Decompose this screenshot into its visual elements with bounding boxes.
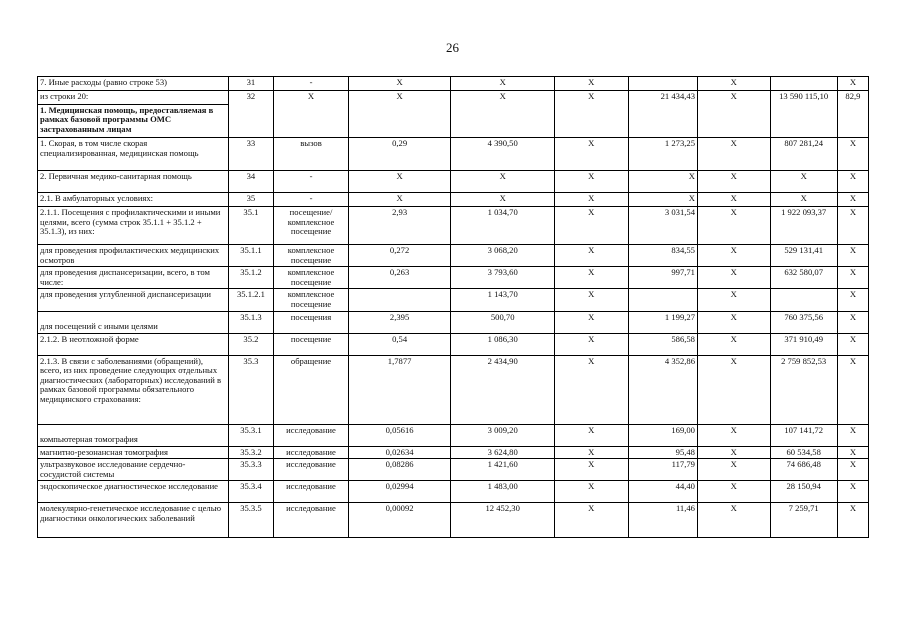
cell-col-6: Х [555,481,629,503]
cell-row-code: 35.3.1 [228,424,274,446]
cell-per-capita: 21 434,43 [628,91,697,138]
cell-total-cost: 529 131,41 [770,245,837,267]
cell-unit: исследование [274,503,349,538]
cell-col-6: Х [555,267,629,289]
cell-row-label: ультразвуковое исследование сердечно-сосудистой системы [38,459,229,481]
cell-col-8: Х [697,245,770,267]
cell-row-code: 35.1.3 [228,311,274,333]
cell-unit: комплексное посещение [274,289,349,311]
cell-volume-norm: 0,00092 [348,503,451,538]
cell-total-cost: 107 141,72 [770,424,837,446]
cell-col-6: Х [555,171,629,193]
cell-col-8: Х [697,171,770,193]
cell-col-6: Х [555,207,629,245]
cell-total-cost: 13 590 115,10 [770,91,837,138]
cell-share: Х [837,333,868,355]
cell-col-8: Х [697,91,770,138]
cell-share: Х [837,355,868,424]
cell-unit: посещение/ комплексное посещение [274,207,349,245]
cell-cost-norm: 1 086,30 [451,333,555,355]
cell-col-8: Х [697,355,770,424]
cell-volume-norm: 2,93 [348,207,451,245]
cell-share: Х [837,171,868,193]
cell-volume-norm: 0,08286 [348,459,451,481]
cell-col-8: Х [697,207,770,245]
cell-share: Х [837,289,868,311]
cell-row-code: 35.2 [228,333,274,355]
cell-row-label: 2.1.1. Посещения с профилактическими и иными целями, всего (сумма строк 35.1.1 + 35.1.2 + 35.1.3), из них: [38,207,229,245]
cell-col-8: Х [697,311,770,333]
cell-volume-norm: 0,263 [348,267,451,289]
page-number: 26 [446,40,459,55]
cell-col-8: Х [697,333,770,355]
cell-unit: посещения [274,311,349,333]
cell-row-label: для посещений с иными целями [38,311,229,333]
cell-row-label: 2.1.3. В связи с заболеваниями (обращений), всего, из них проведение следующих отдельных диагностических (лабораторных) исследований в рамках базовой программы обязательного медицинского страхования: [38,355,229,424]
cell-total-cost: 371 910,49 [770,333,837,355]
cell-row-code: 31 [228,77,274,91]
table-row [38,207,869,245]
cell-row-label: для проведения профилактических медицинских осмотров [38,245,229,267]
table-row [38,333,869,355]
cell-cost-norm: Х [451,193,555,207]
cell-col-6: Х [555,91,629,138]
cell-volume-norm: 0,272 [348,245,451,267]
cell-volume-norm: 0,05616 [348,424,451,446]
cell-per-capita: Х [628,193,697,207]
cell-unit: - [274,171,349,193]
cell-row-code: 35.3.4 [228,481,274,503]
cell-col-8: Х [697,267,770,289]
cell-per-capita: Х [628,171,697,193]
cell-col-8: Х [697,503,770,538]
cell-row-code: 32 [228,91,274,138]
cell-share: Х [837,459,868,481]
cell-col-6: Х [555,193,629,207]
cell-col-8: Х [697,289,770,311]
cell-cost-norm: 3 009,20 [451,424,555,446]
cell-volume-norm: 0,29 [348,138,451,171]
cell-volume-norm: 0,54 [348,333,451,355]
cell-col-6: Х [555,77,629,91]
cell-col-6: Х [555,311,629,333]
cell-total-cost: 74 686,48 [770,459,837,481]
cell-unit: комплексное посещение [274,245,349,267]
cell-unit: исследование [274,446,349,459]
cell-row-label: компьютерная томография [38,424,229,446]
cell-unit: исследование [274,481,349,503]
cell-row-code: 33 [228,138,274,171]
cell-share: Х [837,481,868,503]
cell-unit: посещение [274,333,349,355]
cell-cost-norm: 1 483,00 [451,481,555,503]
cell-col-8: Х [697,193,770,207]
cell-cost-norm: 1 034,70 [451,207,555,245]
cell-col-8: Х [697,459,770,481]
cell-unit: вызов [274,138,349,171]
cell-cost-norm: 3 793,60 [451,267,555,289]
cell-per-capita: 834,55 [628,245,697,267]
cell-cost-norm: 1 143,70 [451,289,555,311]
cell-row-code: 34 [228,171,274,193]
cell-share: Х [837,424,868,446]
cell-cost-norm: 500,70 [451,311,555,333]
cell-row-code: 35.3.3 [228,459,274,481]
cell-row-label: для проведения углубленной диспансеризации [38,289,229,311]
cell-row-label: молекулярно-генетическое исследование с целью диагностики онкологических заболеваний [38,503,229,538]
table-row [38,91,869,138]
cell-total-cost: 60 534,58 [770,446,837,459]
cell-volume-norm: Х [348,171,451,193]
cell-total-cost [770,289,837,311]
cell-cost-norm: Х [451,91,555,138]
table-row [38,481,869,503]
cell-cost-norm: 1 421,60 [451,459,555,481]
cell-total-cost: 807 281,24 [770,138,837,171]
cell-col-8: Х [697,424,770,446]
cell-share: Х [837,311,868,333]
cell-total-cost: Х [770,171,837,193]
cell-row-code: 35.1.2.1 [228,289,274,311]
cell-total-cost: 1 922 093,37 [770,207,837,245]
cell-row-code: 35.3.2 [228,446,274,459]
cell-per-capita: 3 031,54 [628,207,697,245]
cell-col-6: Х [555,355,629,424]
cell-share: Х [837,77,868,91]
cell-share: Х [837,207,868,245]
cell-per-capita: 1 199,27 [628,311,697,333]
table-body [38,77,869,538]
cell-col-6: Х [555,245,629,267]
cell-total-cost: 632 580,07 [770,267,837,289]
cell-row-code: 35.1.1 [228,245,274,267]
cell-cost-norm: 12 452,30 [451,503,555,538]
cell-share: Х [837,193,868,207]
cell-per-capita: 1 273,25 [628,138,697,171]
cell-total-cost: 28 150,94 [770,481,837,503]
table-row [38,311,869,333]
cell-row-label: для проведения диспансеризации, всего, в том числе: [38,267,229,289]
cell-cost-norm: 3 624,80 [451,446,555,459]
table-row [38,77,869,91]
cell-row-label: 2.1.2. В неотложной форме [38,333,229,355]
cell-unit: - [274,193,349,207]
table-row [38,289,869,311]
table-row [38,355,869,424]
cell-cost-norm: 3 068,20 [451,245,555,267]
cell-per-capita [628,77,697,91]
table-row [38,267,869,289]
cell-row-label: 7. Иные расходы (равно строке 53) [38,77,229,91]
cell-volume-norm: 0,02994 [348,481,451,503]
cell-col-6: Х [555,446,629,459]
cell-col-6: Х [555,289,629,311]
financial-table [37,76,869,538]
cell-total-cost: 7 259,71 [770,503,837,538]
cell-col-6: Х [555,333,629,355]
cell-per-capita: 11,46 [628,503,697,538]
cell-volume-norm: 1,7877 [348,355,451,424]
cell-cost-norm: Х [451,171,555,193]
cell-col-6: Х [555,503,629,538]
cell-cost-norm: 4 390,50 [451,138,555,171]
cell-per-capita: 4 352,86 [628,355,697,424]
cell-row-code: 35.1.2 [228,267,274,289]
cell-row-label [38,91,229,138]
cell-share: Х [837,138,868,171]
cell-per-capita: 95,48 [628,446,697,459]
cell-volume-norm [348,289,451,311]
cell-col-6: Х [555,138,629,171]
cell-row-label: 2.1. В амбулаторных условиях: [38,193,229,207]
cell-per-capita [628,289,697,311]
cell-unit: исследование [274,424,349,446]
section-header-text: 1. Медицинская помощь, предоставляемая в рамках базовой программы ОМС застрахованным лицам [38,104,228,135]
table-row [38,503,869,538]
cell-unit: - [274,77,349,91]
table-row [38,446,869,459]
cell-unit: Х [274,91,349,138]
cell-share: 82,9 [837,91,868,138]
cell-col-8: Х [697,138,770,171]
cell-unit: исследование [274,459,349,481]
cell-per-capita: 44,40 [628,481,697,503]
cell-volume-norm: Х [348,77,451,91]
cell-share: Х [837,446,868,459]
cell-col-8: Х [697,446,770,459]
cell-per-capita: 169,00 [628,424,697,446]
cell-row-code: 35.3.5 [228,503,274,538]
cell-col-6: Х [555,459,629,481]
cell-row-code: 35.3 [228,355,274,424]
cell-col-8: Х [697,77,770,91]
cell-share: Х [837,267,868,289]
cell-row-code: 35 [228,193,274,207]
table-row [38,193,869,207]
cell-row-label: 2. Первичная медико-санитарная помощь [38,171,229,193]
cell-unit: обращение [274,355,349,424]
cell-text: из строки 20: [40,91,89,101]
cell-col-8: Х [697,481,770,503]
cell-row-label: 1. Скорая, в том числе скорая специализированная, медицинская помощь [38,138,229,171]
table-row [38,171,869,193]
table-row [38,245,869,267]
cell-volume-norm: Х [348,193,451,207]
cell-total-cost: Х [770,193,837,207]
cell-volume-norm: Х [348,91,451,138]
cell-per-capita: 117,79 [628,459,697,481]
cell-row-label: магнитно-резонансная томография [38,446,229,459]
cell-row-code: 35.1 [228,207,274,245]
cell-volume-norm: 2,395 [348,311,451,333]
cell-col-6: Х [555,424,629,446]
table-row [38,459,869,481]
table-row [38,138,869,171]
cell-volume-norm: 0,02634 [348,446,451,459]
cell-row-label: эндоскопическое диагностическое исследование [38,481,229,503]
cell-total-cost: 760 375,56 [770,311,837,333]
cell-cost-norm: Х [451,77,555,91]
cell-share: Х [837,245,868,267]
cell-total-cost: 2 759 852,53 [770,355,837,424]
cell-total-cost [770,77,837,91]
table-row [38,424,869,446]
cell-cost-norm: 2 434,90 [451,355,555,424]
cell-per-capita: 997,71 [628,267,697,289]
cell-unit: комплексное посещение [274,267,349,289]
cell-share: Х [837,503,868,538]
cell-per-capita: 586,58 [628,333,697,355]
